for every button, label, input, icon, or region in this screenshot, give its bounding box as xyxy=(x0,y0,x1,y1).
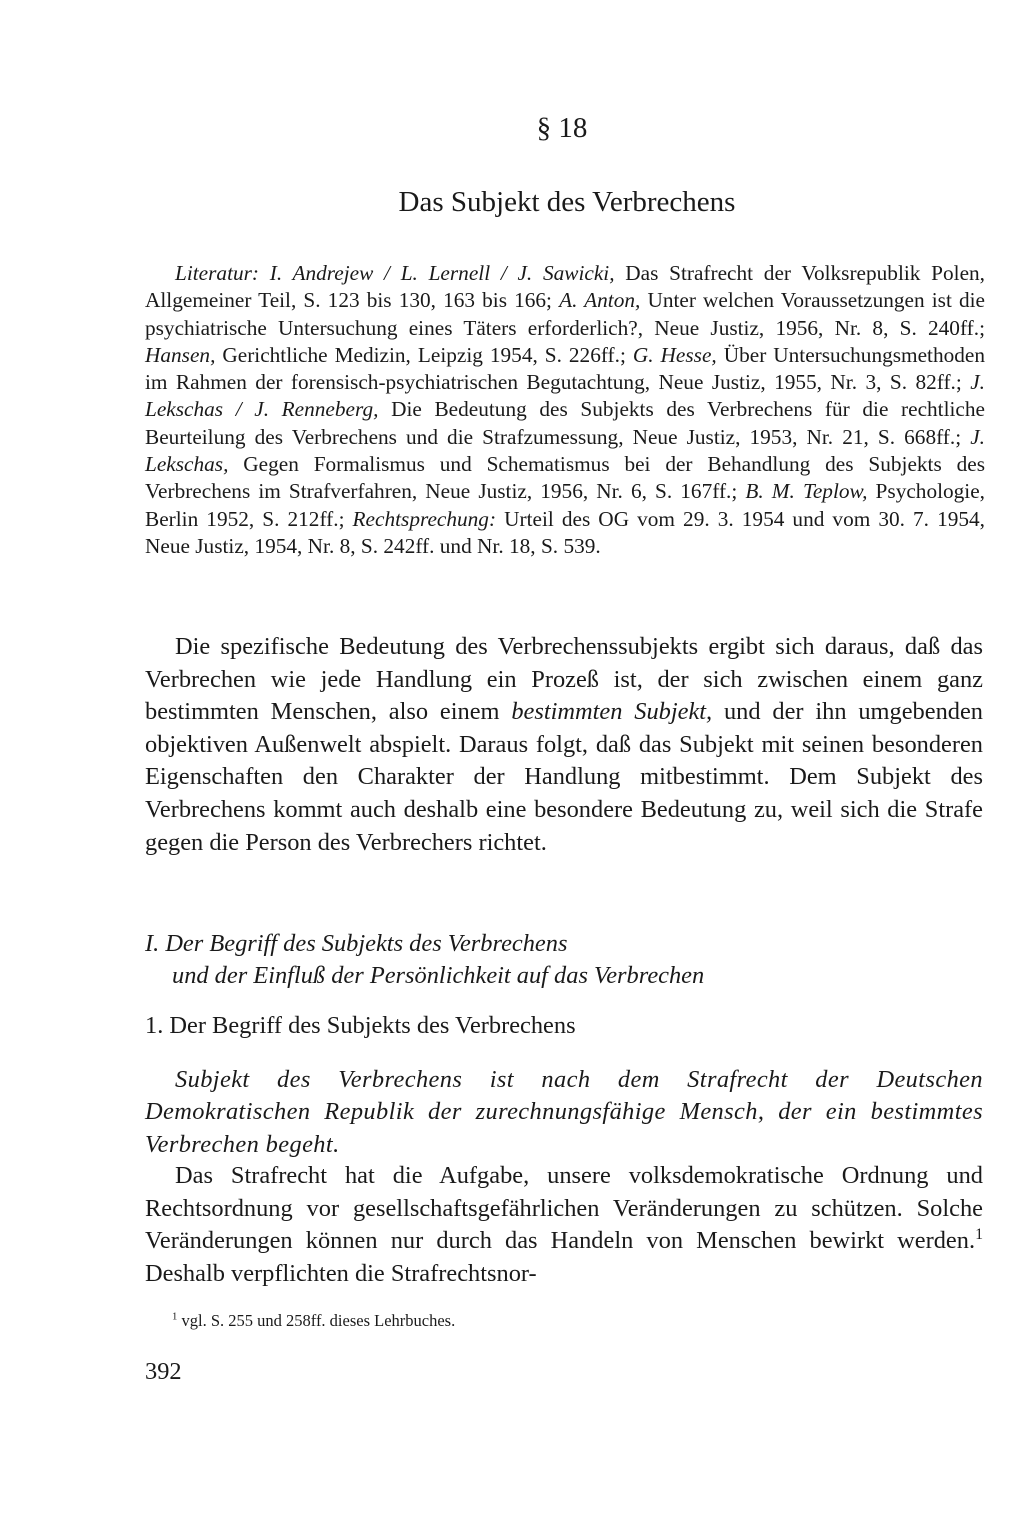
literature-segment: J. Lekschas, xyxy=(145,424,985,477)
literature-segment: Psychologie, Berlin 1952, S. 212ff.; xyxy=(145,479,985,531)
definition-paragraph: Subjekt des Verbrechens ist nach dem Strafrecht der Deutschen Demokratischen Republik der zurechnungsfähige Mensch, der ein bestimmtes Verbrechen begeht. xyxy=(145,1066,983,1158)
intro-segment: bestimmten Subjekt, xyxy=(511,698,713,726)
chapter-heading-line-2: und der Einfluß der Persönlichkeit auf das Verbrechen xyxy=(172,962,705,989)
literature-segment: G. Hesse, xyxy=(632,342,717,367)
literature-segment: Urteil des OG vom 29. 3. 1954 und vom 30. 7. 1954, Neue Justiz, 1954, Nr. 8, S. 242ff. und Nr. 18, S. 539. xyxy=(145,506,985,558)
literature-label: Literatur: xyxy=(175,261,260,285)
subsection-heading: 1. Der Begriff des Subjekts des Verbrechens xyxy=(145,1012,576,1039)
intro-segment: und der ihn umgebenden objektiven Außenwelt abspielt. Daraus folgt, daß das Subjekt mit seinen besonderen Eigenschaften den Charakter der Handlung mitbestimmt. Dem Subjekt des Verbrechens kommt auch deshalb eine besondere Bedeutung zu, weil sich die Strafe gegen die Person des Verbrechers richtet. xyxy=(145,698,983,856)
chapter-heading-line-1: I. Der Begriff des Subjekts des Verbrechens xyxy=(145,930,568,957)
footnote xyxy=(172,1310,972,1332)
literature-segment: J. Lekschas / J. Renneberg, xyxy=(145,370,985,422)
body-text-continued: Deshalb verpflichten die Strafrechtsnor- xyxy=(145,1259,537,1287)
footnote-text: vgl. S. 255 und 258ff. dieses Lehrbuches. xyxy=(177,1311,456,1330)
literature-segment: Hansen, xyxy=(145,342,216,367)
footnote-marker: 1 xyxy=(172,1310,178,1323)
literature-body xyxy=(145,261,985,558)
literature-segment: Rechtsprechung: xyxy=(352,506,497,531)
page-number: 392 xyxy=(145,1358,182,1385)
literature-segment: A. Anton, xyxy=(559,288,641,313)
literature-segment: Das Strafrecht der Volksrepublik Polen, Allgemeiner Teil, S. 123 bis 130, 163 bis 166; xyxy=(145,261,985,313)
intro-paragraph xyxy=(145,631,983,859)
literature-references xyxy=(145,260,985,560)
section-title: Das Subjekt des Verbrechens xyxy=(398,186,736,218)
literature-segment: Über Untersuchungsmethoden im Rahmen der forensisch-psychiatrischen Begutachtung, Neue Justiz, 1955, Nr. 3, S. 82ff.; xyxy=(145,342,986,395)
footnote-reference[interactable]: 1 xyxy=(975,1226,983,1244)
literature-segment: B. M. Teplow, xyxy=(745,479,868,504)
body-text: Das Strafrecht hat die Aufgabe, unsere volksdemokratische Ordnung und Rechtsordnung vor gesellschaftsgefährlichen Veränderungen zu schützen. Solche Veränderungen können nur durch das Handeln von Menschen bewirkt werden. xyxy=(145,1162,983,1255)
literature-segment: I. Andrejew / L. Lernell / J. Sawicki, xyxy=(269,261,615,285)
chapter-heading xyxy=(145,928,985,992)
literature-segment: Gegen Formalismus und Schematismus bei der Behandlung des Subjekts des Verbrechens im Strafverfahren, Neue Justiz, 1956, Nr. 6, S. 167ff.; xyxy=(145,452,985,504)
literature-segment: Gerichtliche Medizin, Leipzig 1954, S. 226ff.; xyxy=(215,342,633,367)
literature-segment xyxy=(259,261,270,285)
section-number: § 18 xyxy=(536,112,588,144)
intro-segment: Die spezifische Bedeutung des Verbrechenssubjekts ergibt sich daraus, daß das Verbrechen wie jede Handlung ein Prozeß ist, der sich zwischen einem ganz bestimmten Menschen, also einem xyxy=(145,633,983,726)
body-paragraph xyxy=(145,1160,983,1290)
literature-segment: Unter welchen Voraussetzungen ist die psychiatrische Untersuchung eines Täters erforderlich?, Neue Justiz, 1956, Nr. 8, S. 240ff.; xyxy=(145,288,986,340)
literature-segment: Die Bedeutung des Subjekts des Verbrechens für die rechtliche Beurteilung des Verbrechens und die Strafzumessung, Neue Justiz, 1953, Nr. 21, S. 668ff.; xyxy=(145,397,985,449)
